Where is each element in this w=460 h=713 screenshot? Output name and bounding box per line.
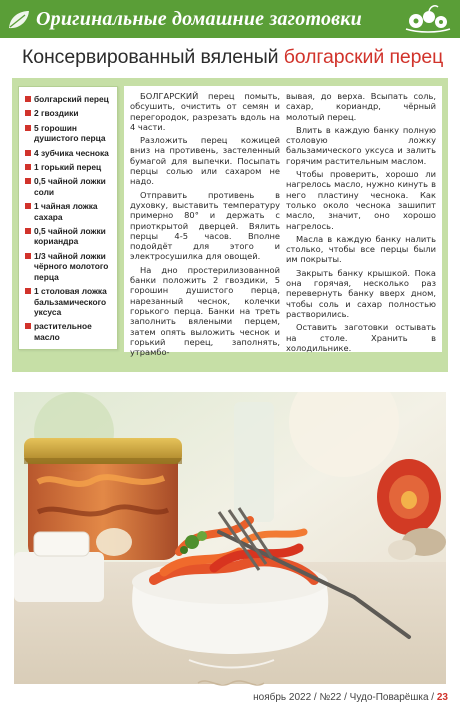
recipe-paragraph: Влить в каждую банку полную столовую ложку бальзамического уксуса и залить горячим растительным маслом. <box>286 124 436 166</box>
ingredient-item: 1/3 чайной ложки чёрного молотого перца <box>25 251 112 282</box>
section-title: Оригинальные домашние заготовки <box>36 8 362 30</box>
ingredient-item: 1 чайная ложка сахара <box>25 201 112 222</box>
section-banner <box>0 0 460 38</box>
ingredient-item: болгарский перец <box>25 94 112 104</box>
ingredient-item: 2 гвоздики <box>25 108 112 118</box>
page-footer <box>253 692 448 703</box>
ingredients-card <box>18 86 118 350</box>
recipe-paragraph: Разложить перец кожицей вниз на противень, застеленный бумагой для выпечки. Посыпать перцы солью или сахаром не надо. <box>130 135 280 187</box>
ingredient-item: 0,5 чайной ложки кориандра <box>25 226 112 247</box>
article-title-highlight: болгарский перец <box>283 46 444 68</box>
recipe-paragraph: Отправить противень в духовку, выставить температуру примерно 80° и держать с приоткрытой дверцей. Вялить перцы 4-5 часов. Вполне подойдёт для этого и электросушилка для овощей. <box>130 189 280 262</box>
food-photo <box>14 392 446 684</box>
recipe-column-2 <box>286 91 436 356</box>
article-title-main: Консервированный вяленый <box>22 46 279 68</box>
recipe-paragraph: Масла в каждую банку налить столько, чтобы все перцы были им покрыты. <box>286 233 436 265</box>
recipe-paragraph: Чтобы проверить, хорошо ли нагрелось масло, нужно кинуть в него пластину чеснока. Как только около чеснока зашипит масло, значит, оно хорошо нагрелось. <box>286 169 436 231</box>
ingredient-item: 0,5 чайной ложки соли <box>25 176 112 197</box>
page-number: 23 <box>436 692 448 703</box>
recipe-column-1 <box>130 91 280 360</box>
ingredient-item: растительное масло <box>25 321 112 342</box>
recipe-paragraph: вывая, до верха. Всыпать соль, сахар, кориандр, чёрный молотый перец. <box>286 91 436 122</box>
vegetables-ornament-icon <box>402 3 454 35</box>
issue-info: ноябрь 2022 / №22 / Чудо-Поварёшка / <box>253 692 435 703</box>
ingredient-item: 5 горошин душистого перца <box>25 123 112 144</box>
recipe-paragraph: На дно простерилизованной банки положить 2 гвоздики, 5 горошин душистого перца, нарезанный чеснок, колечки горького перца. Банки на треть заполнить вялеными перцем, затем опять выложить чеснок и горький перец, заполнять, утрамбо- <box>130 264 280 358</box>
article-title <box>22 46 443 69</box>
peppers-photo-illustration <box>14 392 446 684</box>
leaf-icon <box>6 8 32 32</box>
ingredient-item: 4 зубчика чеснока <box>25 148 112 158</box>
recipe-paragraph: Закрыть банку крышкой. Пока она горячая, несколько раз перевернуть банку вверх дном, чтобы соль и сахар полностью растворились. <box>286 267 436 319</box>
recipe-text-panel <box>124 86 442 358</box>
recipe-paragraph: БОЛГАРСКИЙ перец помыть, обсушить, очистить от семян и перегородок, разрезать вдоль на 4 части. <box>130 91 280 132</box>
ingredient-item: 1 столовая ложка бальзамического уксуса <box>25 286 112 317</box>
decorative-swirl-icon <box>196 676 266 690</box>
ingredients-list <box>19 87 117 342</box>
ingredient-item: 1 горький перец <box>25 162 112 172</box>
recipe-paragraph: Оставить заготовки остывать на столе. Хранить в холодильнике. <box>286 322 436 353</box>
